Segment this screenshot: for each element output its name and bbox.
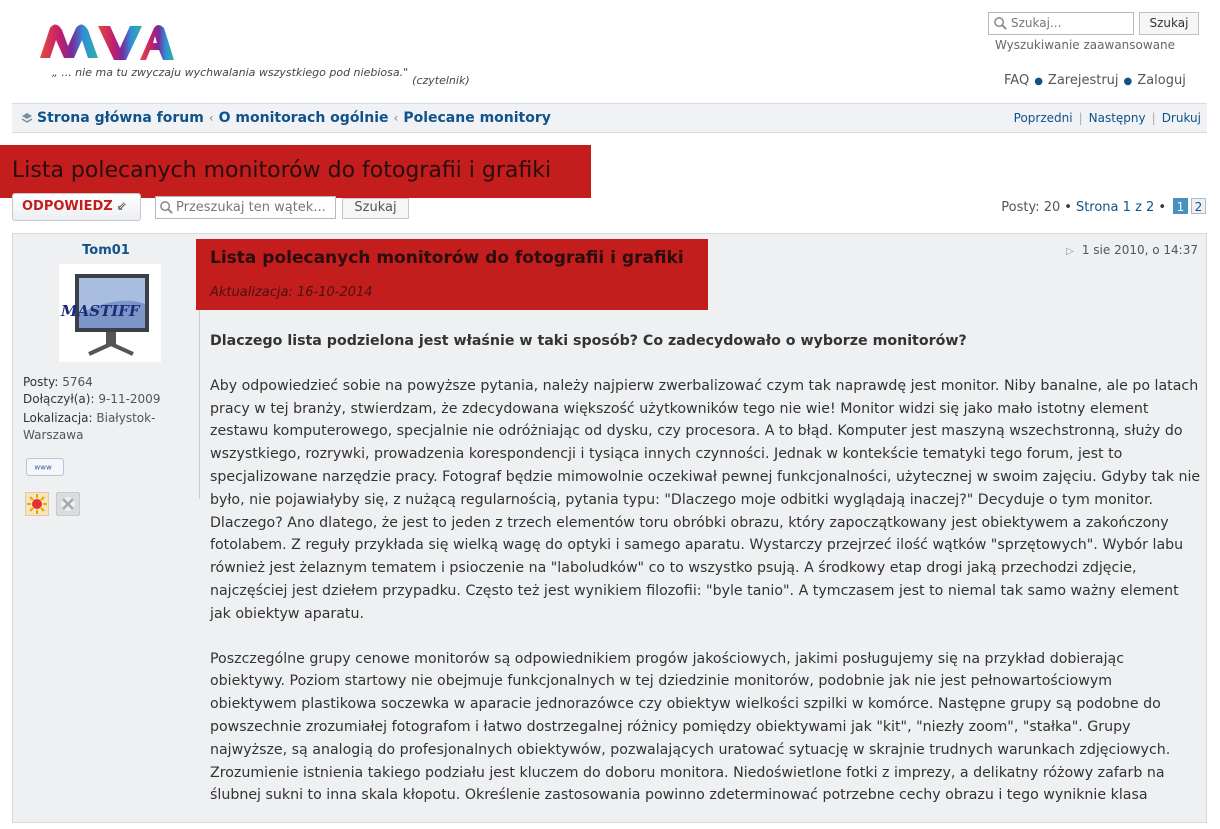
breadcrumb-category[interactable]: O monitorach ogólnie xyxy=(218,110,389,126)
reply-arrow-icon: ⇙ xyxy=(116,199,127,213)
posts-label: Posty: xyxy=(23,375,59,389)
post-paragraph: Poszczególne grupy cenowe monitorów są odpowiednikiem progów jakościowych, jakimi posługujemy się na przykład dobierając obiektywy. Poziom startowy nie obejmuje funkcjonalnych w tej dziedzinie monitorów, podobnie jak nie jest pełnowartościowym obiektywem plastikowa soczewka w aparacie jednorazówce czy obiektyw wielkości szpilki w komórce. Następne grupy są podobne do powszechnie zrozumiałej fotografom i łatwo dostrzegalnej różnicy pomiędzy obiektywami jak "kit", "niezły zoom", "stałka". Grupy najwyższe, są analogią do profesjonalnych obiektywów, pozwalających uratować sytuację w skrajnie trudnych warunkach zdjęciowych. Zrozumienie istnienia takiego podziału jest kluczem do doboru monitora. Niedoświetlone fotki z imprezy, a delikatny różowy zafarb na ślubnej sukni to inna skala kłopotu. Określenie zastosowania powinno zdeterminować potrzebne cechy obrazu i tego wynikniе klasa xyxy=(210,650,1171,804)
disabled-contact-icon[interactable] xyxy=(56,492,80,516)
pagination xyxy=(1001,198,1206,215)
site-logo[interactable] xyxy=(36,18,176,66)
post-link-icon[interactable]: ▷ xyxy=(1066,246,1074,257)
joined-label: Dołączył(a): xyxy=(23,392,95,406)
www-label: www xyxy=(34,462,52,472)
joined-value: 9-11-2009 xyxy=(98,392,161,406)
profile-location-cont xyxy=(23,428,83,442)
page-of: z xyxy=(1135,200,1142,215)
topic-search-input[interactable] xyxy=(155,196,336,219)
post-author[interactable]: Tom01 xyxy=(82,243,130,258)
page-1-link[interactable]: 1 xyxy=(1173,198,1188,214)
post-question: Dlaczego lista podzielona jest właśnie w taki sposób? Co zadecydowało o wyborze monitorów? xyxy=(210,333,967,349)
post-date xyxy=(1066,243,1198,257)
header-search-input[interactable] xyxy=(988,12,1134,35)
breadcrumb-home[interactable]: Strona główna forum xyxy=(37,110,204,126)
topic-nav-links xyxy=(1014,111,1201,125)
reply-label: ODPOWIEDZ xyxy=(22,199,113,214)
header-search-button[interactable]: Szukaj xyxy=(1139,12,1199,35)
post-profile xyxy=(13,234,199,534)
chevron-left-icon: ‹ xyxy=(208,111,214,125)
site-tagline xyxy=(52,66,470,87)
page-label: Strona xyxy=(1075,200,1119,215)
previous-topic-link[interactable]: Poprzedni xyxy=(1013,111,1073,125)
avatar-text: MASTIFF xyxy=(61,302,140,320)
breadcrumb-forum[interactable]: Polecane monitory xyxy=(403,110,551,126)
advanced-search-link[interactable]: Wyszukiwanie zaawansowane xyxy=(995,38,1176,52)
separator-dot: • xyxy=(1064,200,1072,215)
location-value-cont: Warszawa xyxy=(23,428,84,442)
post-header xyxy=(196,239,708,310)
www-icon xyxy=(27,459,63,475)
next-topic-link[interactable]: Następny xyxy=(1088,111,1146,125)
location-label: Lokalizacja: xyxy=(23,411,93,425)
post-title[interactable]: Lista polecanych monitorów do fotografii i grafiki xyxy=(210,248,684,268)
post-update-date: Aktualizacja: 16-10-2014 xyxy=(210,285,373,300)
topic-search-button[interactable]: Szukaj xyxy=(342,198,409,219)
post-paragraph: Aby odpowiedzieć sobie na powyższe pytania, należy najpierw zwerbalizować czym tak naprawdę jest monitor. Niby banalne, ale po latach pracy w tej branży, stwierdzam, że zdecydowana większość użytkowników tego nie wie! Monitor widzi się jako mało istotny element zestawu komputerowego, specjalnie nie odróżniając od dysku, czy procesora. A to błąd. Komputer jest maszyną wszechstronną, służy do wszystkiego, rozrywki, prowadzenia korespondencji i tysiąca innych czynności. Jednak w kontekście tematyki tego forum, jest to specjalizowane narzędzie pracy. Fotograf będzie mimowolnie oczekiwał pewnej funkcjonalności, użytecznej w swoim zajęciu. Gdyby tak nie było, nie pojawiałyby się, z nużącą regularnością, pytania typu: "Dlaczego moje odbitki wyglądają inaczej?" Decyduje o tym monitor. Dlaczego? Ano dlatego, że jest to jeden z trzech elementów toru obróbki obrazu, który zapoczątkowany jest obiektywem a zakończony fotolabem. Z reguły przykłada się wielką wagę do optyki i samego aparatu. Wystarczy przejrzeć ilość wątków "sprzętowych". Wybór labu również jest żelaznym tematem i psioczenie na "laboludków" co to wszystko psują. A środkowy etap drogi jaką przechodzi zdjęcie, najczęściej jest dziełem przypadku. Często też jest wynikiem filozofii: "byle tanio". A tymczasem jest to niemal tak samo ważny element jak obiektyw aparatu. xyxy=(210,377,1201,622)
post-date-text: 1 sie 2010, o 14:37 xyxy=(1081,243,1198,257)
print-link[interactable]: Drukuj xyxy=(1161,111,1201,125)
page-current: 1 xyxy=(1122,200,1131,215)
location-value: Białystok- xyxy=(96,411,156,425)
profile-posts xyxy=(23,375,93,389)
posts-value: 5764 xyxy=(62,375,93,389)
login-link[interactable]: Zaloguj xyxy=(1137,73,1186,88)
topic-search-placeholder: Przeszukaj ten wątek... xyxy=(176,200,326,215)
user-links xyxy=(1004,73,1186,88)
page-indicator[interactable] xyxy=(1076,200,1154,215)
profile-location xyxy=(23,411,155,425)
search-icon xyxy=(159,200,174,215)
separator: | xyxy=(1151,111,1156,125)
search-placeholder: Szukaj... xyxy=(1011,16,1062,30)
separator-dot: • xyxy=(1158,200,1166,215)
register-link[interactable]: Zarejestruj xyxy=(1047,73,1119,88)
contact-icons xyxy=(25,492,82,520)
post xyxy=(12,233,1207,823)
tagline-quote: „ ... nie ma tu zwyczaju wychwalania wszystkiego pod niebiosa." xyxy=(52,66,409,79)
page-2-link[interactable]: 2 xyxy=(1191,198,1206,214)
chevron-left-icon: ‹ xyxy=(393,111,399,125)
search-icon xyxy=(993,16,1008,31)
tagline-author: (czytelnik) xyxy=(412,74,470,87)
post-content xyxy=(210,330,1202,829)
avatar[interactable] xyxy=(59,264,161,362)
sun-badge-icon[interactable] xyxy=(25,492,49,516)
breadcrumb-bar xyxy=(12,103,1207,133)
breadcrumb xyxy=(21,110,551,126)
faq-link[interactable]: FAQ xyxy=(1004,73,1030,88)
posts-count: Posty: 20 xyxy=(1001,200,1061,215)
page-total: 2 xyxy=(1146,200,1155,215)
home-icon xyxy=(21,113,33,123)
separator-dot: ● xyxy=(1034,76,1043,87)
profile-joined xyxy=(23,392,160,406)
separator-dot: ● xyxy=(1123,76,1133,87)
website-button[interactable] xyxy=(26,458,64,476)
topic-title[interactable]: Lista polecanych monitorów do fotografii i grafiki xyxy=(0,145,591,198)
reply-button[interactable] xyxy=(12,193,141,221)
separator: | xyxy=(1078,111,1083,125)
